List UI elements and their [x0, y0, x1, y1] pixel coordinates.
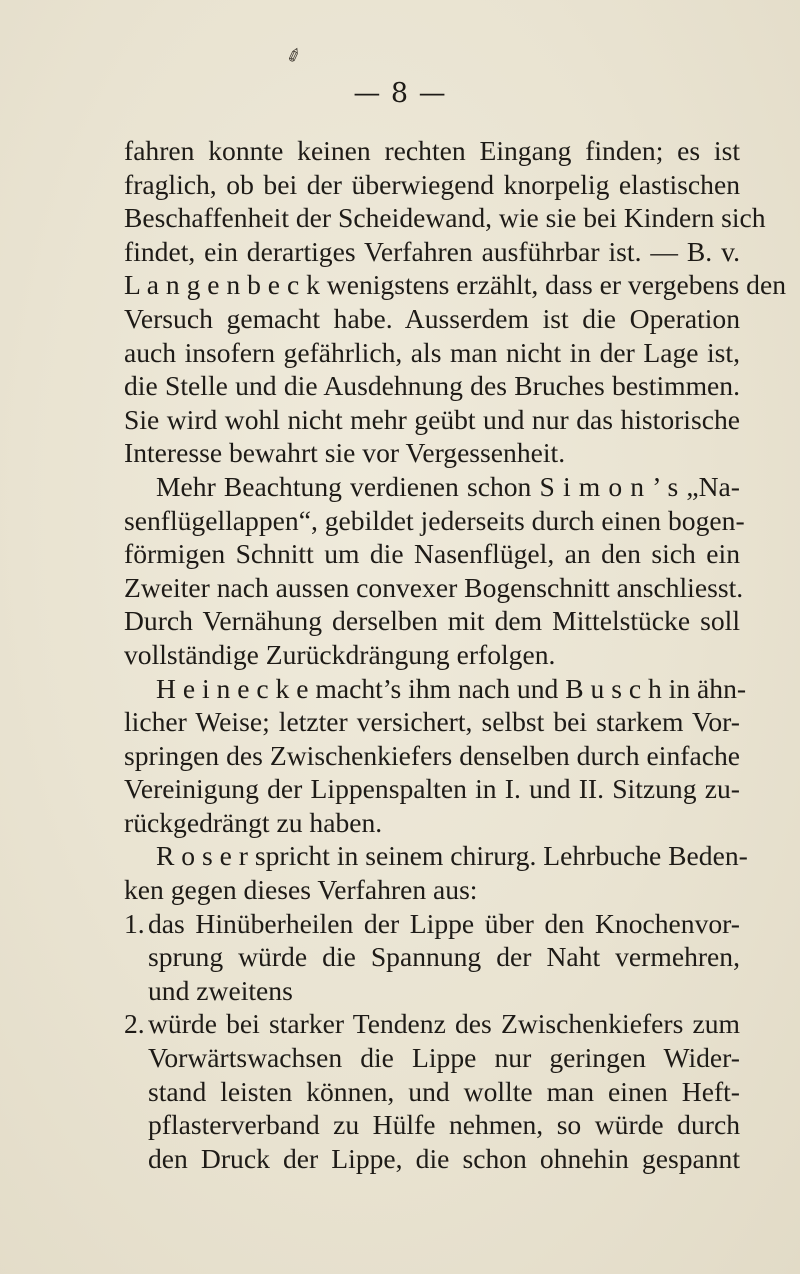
list-item-2-line: pflasterverband zu Hülfe nehmen, so würde durch	[148, 1109, 740, 1141]
text-line: die Stelle und die Ausdehnung des Bruches bestimmen.	[124, 370, 740, 402]
body-text	[124, 134, 787, 1175]
list-number: 2.	[124, 1008, 145, 1040]
paragraph-end-line: Interesse bewahrt sie vor Vergessenheit.	[124, 437, 566, 469]
text-line: Versuch gemacht habe. Ausserdem ist die Operation	[124, 302, 740, 334]
paragraph-start-line: Mehr Beachtung verdienen schon S i m o n ’ s „Na-	[156, 470, 740, 502]
list-item-1-line: sprung würde die Spannung der Naht vermehren,	[148, 941, 740, 973]
text-line: Beschaffenheit der Scheidewand, wie sie bei Kindern sich	[124, 202, 766, 234]
text-line: Vereinigung der Lippenspalten in I. und II. Sitzung zu-	[124, 773, 740, 805]
paragraph-start-line: R o s e r spricht in seinem chirurg. Lehrbuche Beden-	[156, 840, 748, 872]
text-line: auch insofern gefährlich, als man nicht in der Lage ist,	[124, 336, 740, 368]
text-line: Sie wird wohl nicht mehr geübt und nur das historische	[124, 403, 740, 435]
paragraph-end-line: rückgedrängt zu haben.	[124, 806, 383, 838]
text-line: fahren konnte keinen rechten Eingang finden; es ist	[124, 135, 740, 166]
paragraph-end-line: ken gegen dieses Verfahren aus:	[124, 874, 478, 906]
list-item-2-line: stand leisten können, und wollte man einen Heft-	[148, 1075, 740, 1107]
text-line: licher Weise; letzter versichert, selbst bei starkem Vor-	[124, 706, 740, 738]
text-line: senflügellappen“, gebildet jederseits durch einen bogen-	[124, 504, 745, 536]
list-item-text: das Hinüberheilen der Lippe über den Knochenvor-	[148, 907, 740, 939]
paragraph-start-line: H e i n e c k e macht’s ihm nach und B u s c h in ähn-	[156, 672, 747, 704]
page-number: — 8 —	[353, 78, 447, 109]
list-item-2-line: Vorwärtswachsen die Lippe nur geringen Wider-	[148, 1042, 740, 1074]
list-item-2-line: den Druck der Lippe, die schon ohnehin gespannt	[148, 1142, 740, 1174]
list-item-2-line	[124, 1007, 740, 1041]
ink-mark: ✐	[283, 44, 306, 69]
list-item-1-line	[124, 907, 740, 941]
text-line: L a n g e n b e c k wenigstens erzählt, dass er vergebens den	[124, 269, 787, 301]
list-item-1-line: und zweitens	[148, 974, 293, 1006]
list-number: 1.	[124, 907, 145, 939]
list-item-text: würde bei starker Tendenz des Zwischenkiefers zum	[148, 1008, 740, 1040]
text-line: fraglich, ob bei der überwiegend knorpelig elastischen	[124, 168, 740, 200]
text-line: Zweiter nach aussen convexer Bogenschnitt anschliesst.	[124, 571, 744, 603]
text-line: findet, ein derartiges Verfahren ausführbar ist. — B. v.	[124, 235, 740, 267]
paragraph-end-line: vollständige Zurückdrängung erfolgen.	[124, 638, 556, 670]
text-line: Durch Vernähung derselben mit dem Mittelstücke soll	[124, 605, 740, 637]
text-line: förmigen Schnitt um die Nasenflügel, an den sich ein	[124, 538, 740, 570]
text-line: springen des Zwischenkiefers denselben durch einfache	[124, 739, 740, 771]
